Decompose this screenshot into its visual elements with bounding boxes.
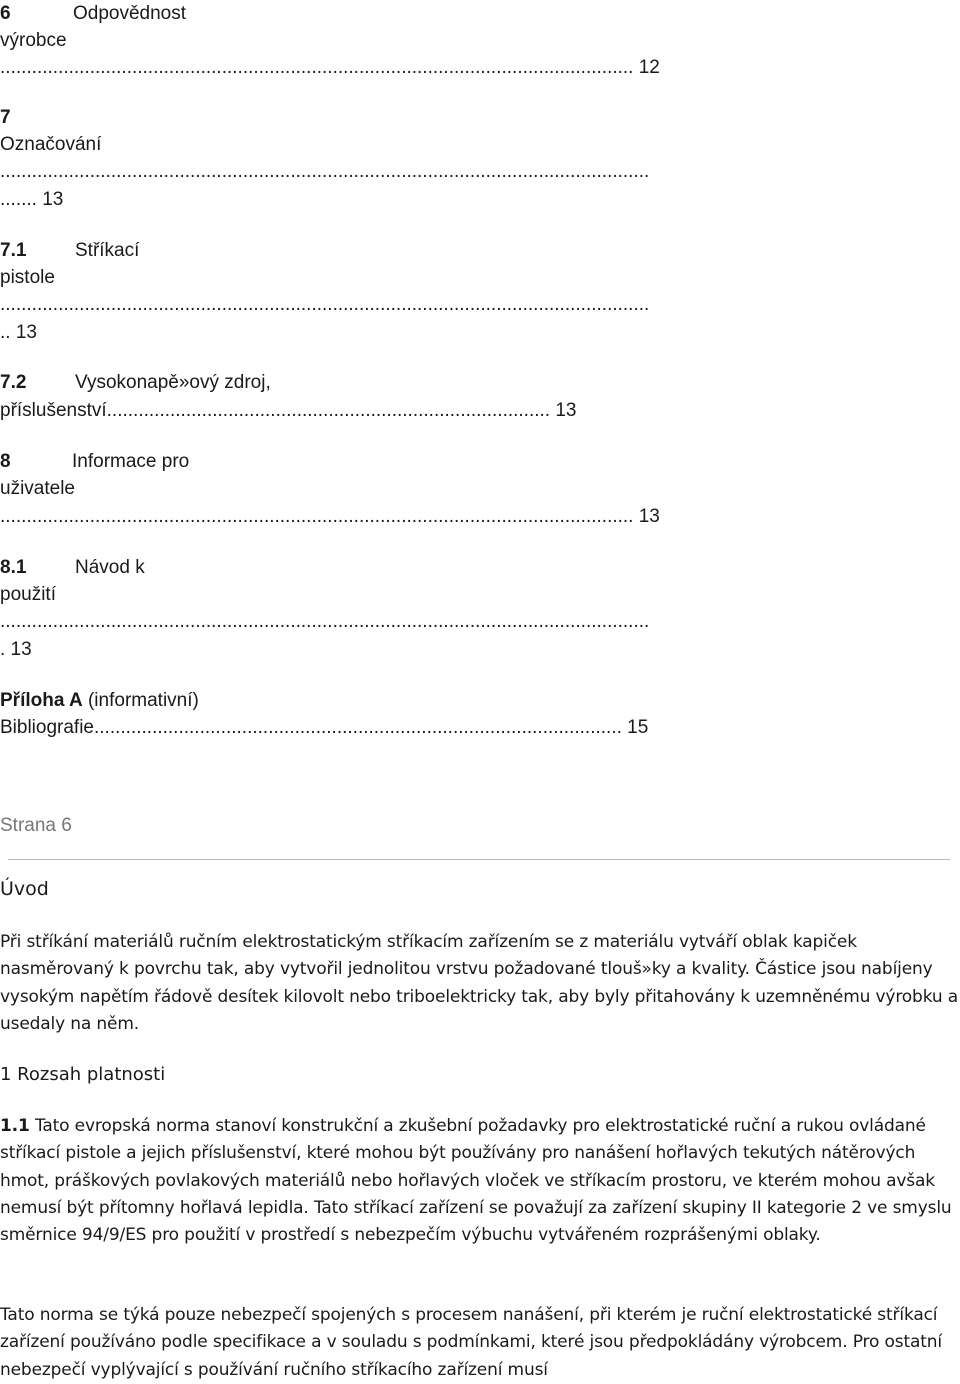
toc-entry-8-1[interactable] [0, 554, 960, 582]
toc-entry-6[interactable] [0, 0, 960, 28]
toc-number: 8.1 [0, 557, 27, 578]
toc-title: Označování [0, 134, 102, 155]
toc-entry-annex-a[interactable] [0, 687, 960, 715]
page-label: Strana 6 [0, 815, 72, 836]
toc-entry-7[interactable] [0, 104, 960, 132]
toc-leader-page: .. 13 [0, 322, 37, 343]
intro-paragraph: Při stříkání materiálů ručním elektrostatickým stříkacím zařízením se z materiálu vytváří oblak kapiček nasměrovaný k povrchu tak, aby vytvořil jednolitou vrstvu požadované tlouš»ky a kvality. Částice jsou nabíjeny vysokým napětím řádově desítek kilovolt nebo triboelektricky tak, aby byly přitahovány k uzemněnému výrobku a usedaly na něm. [0, 932, 959, 1034]
toc-title: Vysokonapě»ový zdroj, [75, 372, 271, 393]
toc-leader-page: ........................................................................................................................ 12 [0, 57, 660, 78]
toc-leader: ........................................................................................................................... [0, 611, 650, 632]
toc-title: Informace pro [72, 451, 190, 472]
toc-number: 7.2 [0, 372, 27, 393]
toc-title: Návod k [75, 557, 145, 578]
toc-title-cont: uživatele [0, 478, 75, 499]
clause-text: Tato evropská norma stanoví konstrukční a zkušební požadavky pro elektrostatické ruční a rukou ovládané stříkací pistole a jejich příslušenství, které mohou být používány pro nanášení hořlavých tekutých nátěrových hmot, práškových povlakových materiálů nebo hořlavých vloček ve stříkacím prostoru, ve kterém mohou avšak nemusí být přítomny hořlavá lepidla. Tato stříkací zařízení se považují za zařízení skupiny II kategorie 2 ve smyslu směrnice 94/9/ES pro použití v prostředí s nebezpečím výbuchu vytvářeném rozprášenými oblaky. [0, 1116, 952, 1246]
page-divider [8, 859, 950, 860]
clause-1-1 [0, 1113, 960, 1249]
clause-number: 1.1 [0, 1116, 30, 1136]
toc-number: 7.1 [0, 240, 27, 261]
toc-number: 6 [0, 3, 11, 24]
scope-heading: 1 Rozsah platnosti [0, 1064, 166, 1085]
toc-title-cont: použití [0, 584, 56, 605]
toc-title-cont: výrobce [0, 30, 67, 51]
toc-leader-page: příslušenství.................................................................................... 13 [0, 400, 577, 421]
scope-paragraph-2: Tato norma se týká pouze nebezpečí spojených s procesem nanášení, při kterém je ruční elektrostatické stříkací zařízení používáno podle specifikace a v souladu s podmínkami, které jsou předpokládány výrobcem. Pro ostatní nebezpečí vyplývající s používání ručního stříkacího zařízení musí [0, 1305, 942, 1380]
toc-title-cont: pistole [0, 267, 55, 288]
toc-leader-page: . 13 [0, 639, 32, 660]
toc-title: Odpovědnost [73, 3, 187, 24]
toc-leader-page: ....... 13 [0, 189, 64, 210]
toc-number: 7 [0, 107, 11, 128]
toc-number: 8 [0, 451, 11, 472]
toc-title: (informativní) [87, 690, 199, 711]
toc-entry-7-2[interactable] [0, 369, 960, 397]
toc-leader-page: ........................................................................................................................ 13 [0, 506, 660, 527]
toc-entry-8[interactable] [0, 448, 960, 476]
toc-leader: ........................................................................................................................... [0, 161, 650, 182]
toc-entry-7-1[interactable] [0, 237, 960, 265]
toc-number: Příloha A [0, 690, 83, 711]
toc-leader: ........................................................................................................................... [0, 294, 650, 315]
intro-heading: Úvod [0, 878, 49, 900]
toc-leader-page: Bibliografie.................................................................................................... 15 [0, 717, 649, 738]
toc-title: Stříkací [75, 240, 140, 261]
